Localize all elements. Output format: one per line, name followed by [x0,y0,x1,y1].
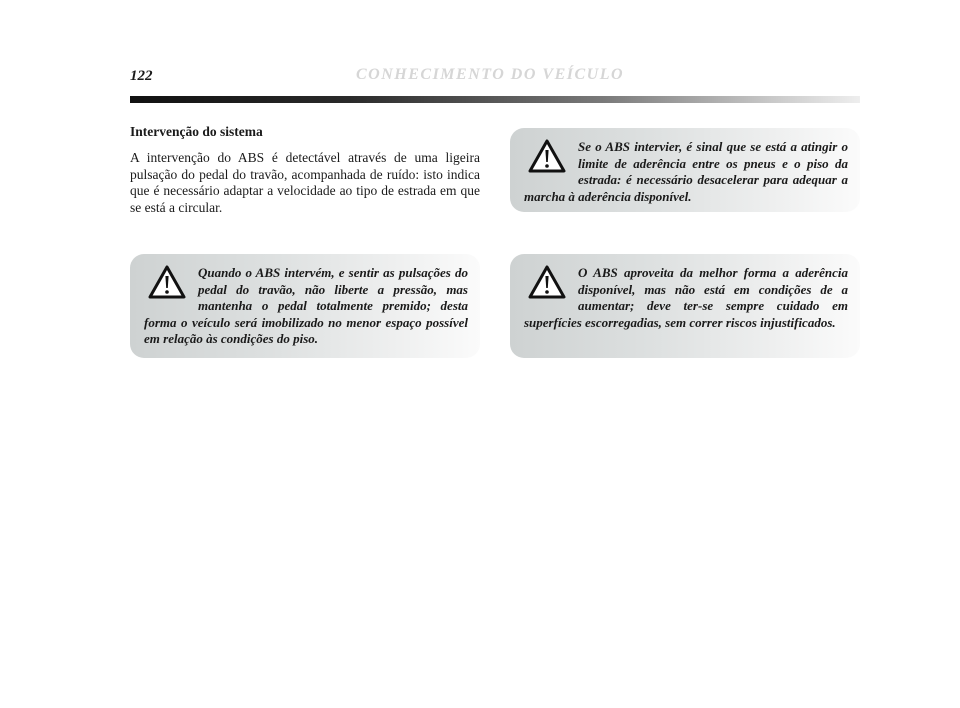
warning-box-slippery-surfaces [510,254,860,358]
subheading: Intervenção do sistema [130,124,263,139]
warning-triangle-icon [148,265,186,299]
warning-triangle-icon [528,265,566,299]
warning-box-adherence-limit [510,128,860,212]
header-rule [130,96,860,103]
warning-triangle-icon [528,139,566,173]
warning-text: Quando o ABS intervém, e sentir as pulsações do pedal do travão, não liberte a pressão, mas mantenha o pedal totalmente premido; desta forma o veículo será imobilizado no menor espaço possível em relação às condições do piso. [144,265,468,347]
warning-text: O ABS aproveita da melhor forma a aderência disponível, mas não está em condições de a aumentar; deve ter-se sempre cuidado em superfícies escorregadias, sem correr riscos injustificados. [524,265,848,330]
page-number: 122 [130,68,153,84]
body-paragraph: A intervenção do ABS é detectável através de uma ligeira pulsação do pedal do travão, acompanhada de ruído: isto indica que é necessário adaptar a velocidade ao tipo de estrada em que se está a circular. [130,150,480,215]
section-title: CONHECIMENTO DO VEÍCULO [356,66,625,83]
warning-text: Se o ABS intervier, é sinal que se está a atingir o limite de aderência entre os pneus e o piso da estrada: é necessário desacelerar para adequar a marcha à aderência disponível. [524,139,848,204]
warning-box-abs-intervention [130,254,480,358]
